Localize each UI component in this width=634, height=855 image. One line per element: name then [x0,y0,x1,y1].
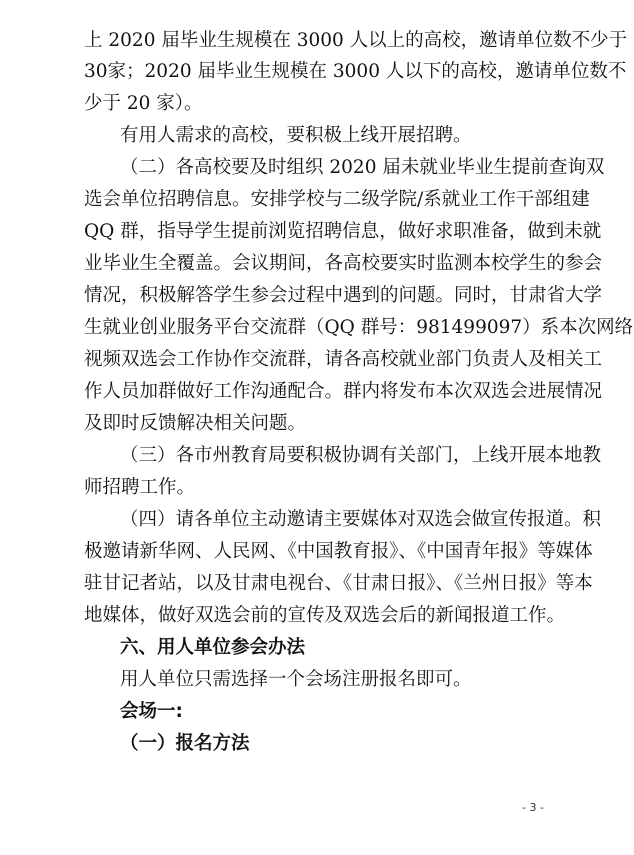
text-line: QQ 群，指导学生提前浏览招聘信息，做好求职准备，做到未就 [84,221,602,242]
text-line: 生就业创业服务平台交流群（QQ 群号：981499097）系本次网络 [84,317,634,338]
text-line: （三）各市州教育局要积极协调有关部门，上线开展本地教 [120,445,602,466]
text-line: （四）请各单位主动邀请主要媒体对双选会做宣传报道。积 [120,509,602,530]
text-line: 30家；2020 届毕业生规模在 3000 人以下的高校，邀请单位数不 [84,61,627,82]
text-line: 少于 20 家）。 [84,93,203,114]
instruction-text: 用人单位只需选择一个会场注册报名即可。 [120,669,472,690]
sub-heading: （一）报名方法 [120,733,250,754]
section-heading: 六、用人单位参会办法 [120,637,306,658]
text-line: 驻甘记者站，以及甘肃电视台、《甘肃日报》、《兰州日报》等本 [84,573,593,594]
text-line: 极邀请新华网、人民网、《中国教育报》、《中国青年报》等媒体 [84,541,593,562]
text-line: 上 2020 届毕业生规模在 3000 人以上的高校，邀请单位数不少于 [84,30,628,51]
text-line: 情况，积极解答学生参会过程中遇到的问题。同时，甘肃省大学 [84,285,603,306]
text-line: 作人员加群做好工作沟通配合。群内将发布本次双选会进展情况 [84,381,603,402]
page-number: - 3 - [522,801,544,814]
text-line: 及即时反馈解决相关问题。 [84,413,307,434]
text-line: （二）各高校要及时组织 2020 届未就业毕业生提前查询双 [120,157,605,178]
text-line: 业毕业生全覆盖。会议期间，各高校要实时监测本校学生的参会 [84,253,603,274]
venue-label: 会场一: [120,701,183,722]
text-line: 选会单位招聘信息。安排学校与二级学院/系就业工作干部组建 [84,189,590,210]
text-line: 有用人需求的高校，要积极上线开展招聘。 [120,125,472,146]
text-line: 师招聘工作。 [84,477,196,498]
text-line: 地媒体，做好双选会前的宣传及双选会后的新闻报道工作。 [84,605,566,626]
text-line: 视频双选会工作协作交流群，请各高校就业部门负责人及相关工 [84,349,603,370]
